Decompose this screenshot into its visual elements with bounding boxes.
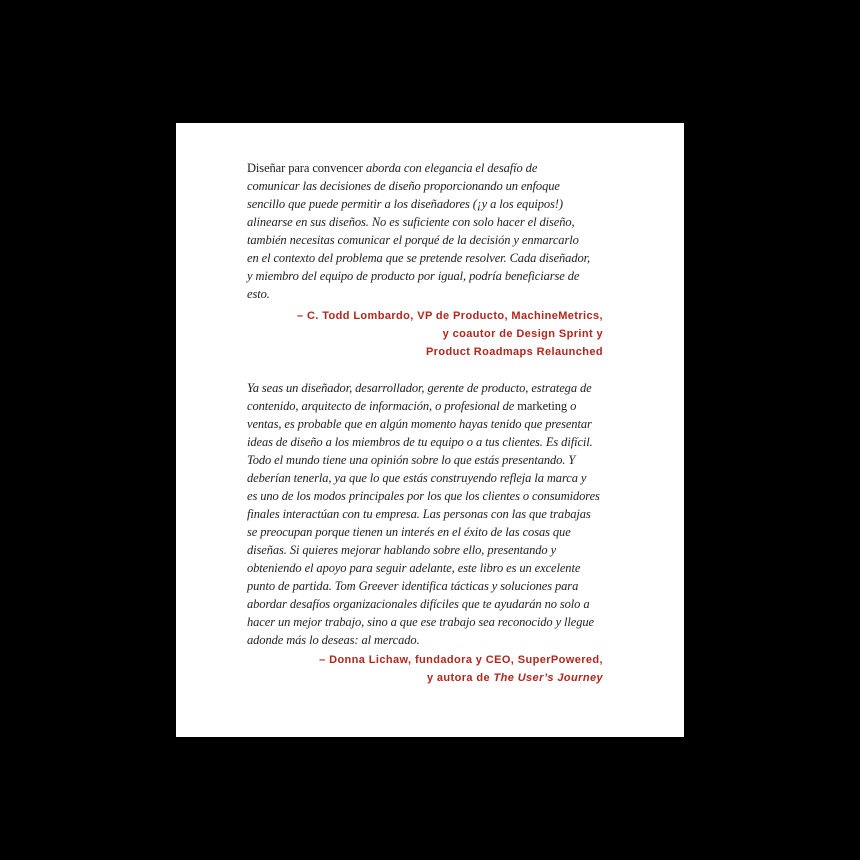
loanword-roman: marketing: [517, 399, 568, 413]
quote-lines: [247, 177, 603, 303]
quote-line: hacer un mejor trabajo, sino a que ese trabajo sea reconocido y llegue: [247, 615, 594, 629]
quote-line: Ya seas un diseñador, desarrollador, gerente de producto, estratega de: [247, 381, 592, 395]
quote-text: aborda con elegancia el desafío de: [362, 161, 538, 175]
quote-line: en el contexto del problema que se pretende resolver. Cada diseñador,: [247, 251, 591, 265]
quote-line: sencillo que puede permitir a los diseñadores (¡y a los equipos!): [247, 197, 563, 211]
quote-line: esto.: [247, 287, 270, 301]
quote-line: deberían tenerla, ya que lo que estás construyendo refleja la marca y: [247, 471, 587, 485]
quote-line: alinearse en sus diseños. No es suficiente con solo hacer el diseño,: [247, 215, 575, 229]
quote-line: Todo el mundo tiene una opinión sobre lo que estás presentando. Y: [247, 453, 576, 467]
quote-line: finales interactúan con tu empresa. Las personas con las que trabajas: [247, 507, 591, 521]
quote-line: comunicar las decisiones de diseño proporcionando un enfoque: [247, 179, 560, 193]
quote-line: ideas de diseño a los miembros de tu equipo o a tus clientes. Es difícil.: [247, 435, 593, 449]
attribution-line: y coautor de Design Sprint y: [442, 328, 603, 340]
quote-line: adonde más lo deseas: al mercado.: [247, 633, 420, 647]
attribution-line: Product Roadmaps Relaunched: [425, 346, 603, 358]
testimonial-quote-2: [247, 379, 603, 649]
quote-text: contenido, arquitecto de información, o profesional de: [247, 399, 518, 413]
quote-line: obteniendo el apoyo para seguir adelante, este libro es un excelente: [247, 561, 581, 575]
book-title-italic: The User’s Journey: [493, 672, 603, 684]
attribution-line: – C. Todd Lombardo, VP de Producto, MachineMetrics,: [296, 310, 603, 322]
book-praise-page: [176, 123, 684, 737]
attribution-text: y autora de: [426, 672, 494, 684]
quote-lines: [247, 415, 603, 649]
quote-line: [247, 159, 603, 177]
attribution-line: – Donna Lichaw, fundadora y CEO, SuperPowered,: [319, 654, 603, 666]
testimonial-attribution-2: [247, 651, 603, 687]
testimonial-quote-1: [247, 159, 603, 303]
book-title-mention: Diseñar para convencer: [247, 161, 363, 175]
attribution-line: [247, 669, 603, 687]
text-block: [247, 159, 603, 687]
quote-text: o: [567, 399, 577, 413]
quote-line: y miembro del equipo de producto por igual, podría beneficiarse de: [247, 269, 580, 283]
testimonial-attribution-1: [247, 307, 603, 361]
quote-line: diseñas. Si quieres mejorar hablando sobre ello, presentando y: [247, 543, 557, 557]
quote-line: [247, 397, 603, 415]
quote-line: abordar desafíos organizacionales difíciles que te ayudarán no solo a: [247, 597, 590, 611]
quote-line: también necesitas comunicar el porqué de la decisión y enmarcarlo: [247, 233, 579, 247]
quote-line: se preocupan porque tienen un interés en el éxito de las cosas que: [247, 525, 571, 539]
quote-line: punto de partida. Tom Greever identifica tácticas y soluciones para: [247, 579, 579, 593]
quote-line: es uno de los modos principales por los que los clientes o consumidores: [247, 489, 600, 503]
quote-line: ventas, es probable que en algún momento hayas tenido que presentar: [247, 417, 592, 431]
